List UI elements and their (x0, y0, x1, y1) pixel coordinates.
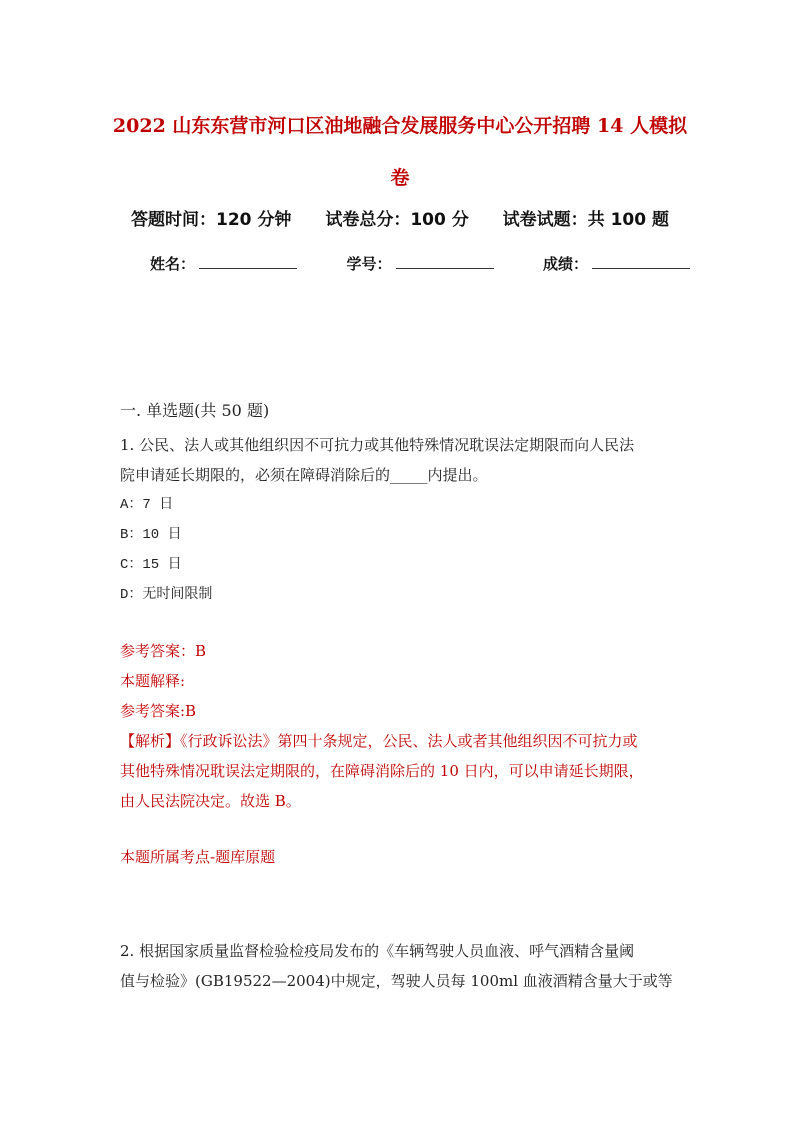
exam-body (120, 398, 685, 996)
exam-title (110, 100, 690, 204)
reference-answer-2: 参考答案:B (120, 702, 197, 720)
section-title: 一. 单选题(共 50 题) (120, 401, 270, 420)
option-c: C：15 日 (120, 557, 182, 573)
option-d: D：无时间限制 (120, 587, 213, 603)
exam-total-score: 试卷总分：100 分 (325, 210, 469, 230)
name-field (150, 253, 297, 274)
explanation-label: 本题解释: (120, 672, 186, 690)
student-id-blank[interactable] (396, 254, 494, 269)
score-label: 成绩： (542, 255, 588, 273)
student-info-fields (150, 253, 690, 274)
student-id-label: 学号： (346, 255, 392, 273)
title-line-1: 2022 山东东营市河口区油地融合发展服务中心公开招聘 14 人模拟 (112, 115, 688, 137)
student-id-field (346, 253, 493, 274)
exam-meta (0, 205, 800, 230)
score-blank[interactable] (592, 254, 690, 269)
name-blank[interactable] (199, 254, 297, 269)
option-a: A：7 日 (120, 497, 174, 513)
exam-time: 答题时间：120 分钟 (131, 210, 292, 230)
name-label: 姓名： (150, 255, 196, 273)
explanation-line-3: 由人民法院决定。故选 B。 (120, 792, 301, 810)
question-1-line-2: 院申请延长期限的，必须在障碍消除后的_____内提出。 (120, 466, 488, 484)
score-field (543, 253, 690, 274)
question-2-line-1: 2. 根据国家质量监督检验检疫局发布的《车辆驾驶人员血液、呼气酒精含量阈 (120, 942, 635, 960)
explanation-line-1: 【解析】《行政诉讼法》第四十条规定，公民、法人或者其他组织因不可抗力或 (120, 732, 638, 750)
question-2-line-2: 值与检验》(GB19522—2004)中规定，驾驶人员每 100ml 血液酒精含量大于或等 (120, 972, 673, 990)
reference-answer: 参考答案：B (120, 642, 207, 660)
explanation-line-2: 其他特殊情况耽误法定期限的，在障碍消除后的 10 日内，可以申请延长期限， (120, 762, 644, 780)
option-b: B：10 日 (120, 527, 182, 543)
topic-tag: 本题所属考点-题库原题 (120, 848, 276, 866)
title-line-2: 卷 (390, 167, 410, 189)
exam-question-count: 试卷试题：共 100 题 (502, 210, 669, 230)
question-1-line-1: 1. 公民、法人或其他组织因不可抗力或其他特殊情况耽误法定期限而向人民法 (120, 436, 635, 454)
